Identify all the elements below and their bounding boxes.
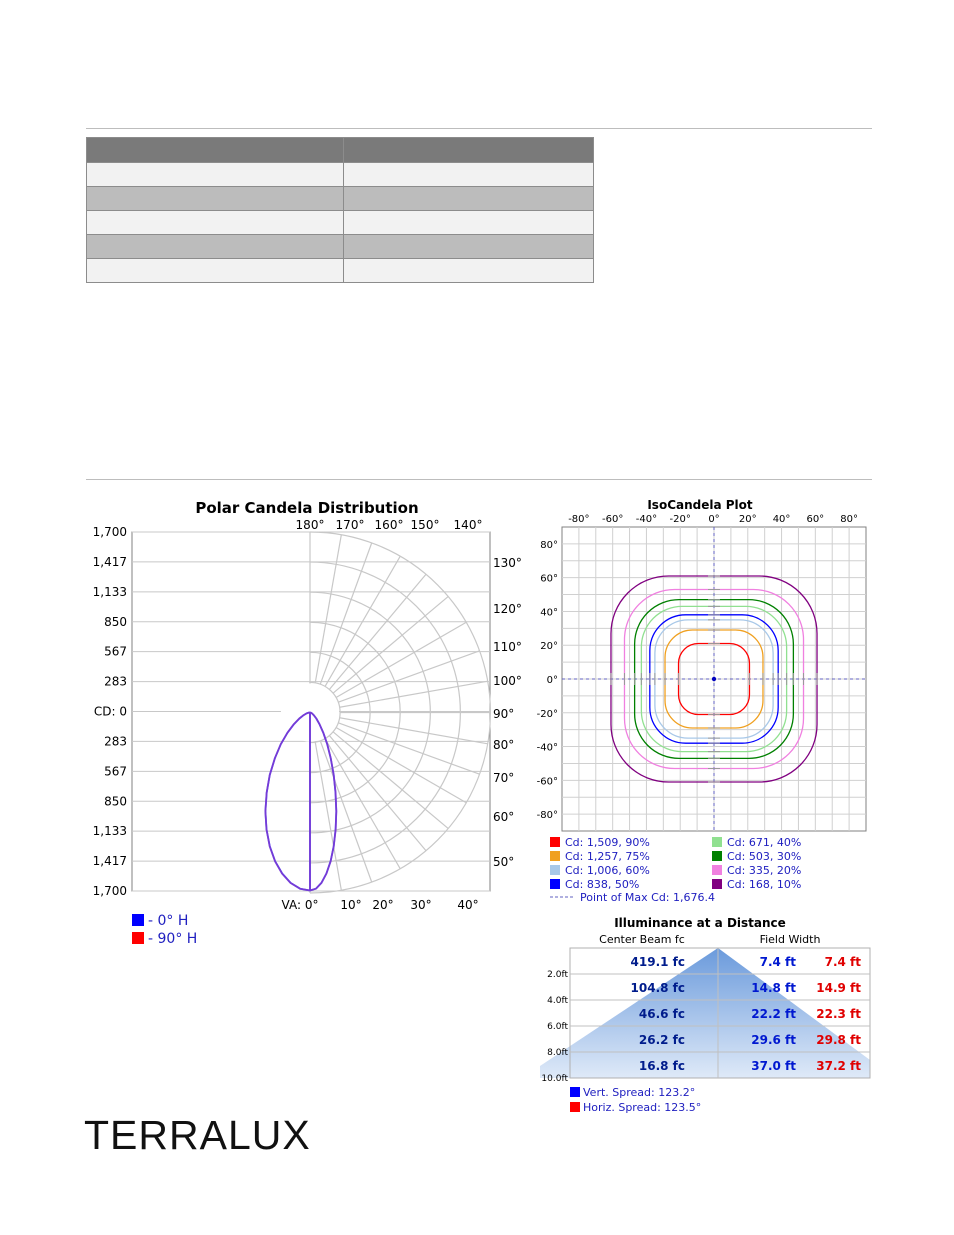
- iso-x-tick-label: -20°: [669, 514, 691, 525]
- illum-vert-width: 37.0 ft: [751, 1059, 796, 1073]
- illum-horiz-width: 7.4 ft: [824, 955, 861, 969]
- iso-y-tick-label: -60°: [536, 776, 558, 788]
- brand-logo: TERRALUX: [84, 1112, 311, 1158]
- iso-legend-swatch: [550, 837, 560, 847]
- iso-legend-swatch: [712, 879, 722, 889]
- illum-vert-width: 29.6 ft: [751, 1033, 796, 1047]
- polar-r-tick-label: CD: 0: [93, 704, 127, 719]
- iso-y-tick-label: -40°: [536, 742, 558, 754]
- illum-title: Illuminance at a Distance: [614, 916, 786, 930]
- spec-table-cell: [344, 235, 594, 259]
- illum-fc-value: 26.2 fc: [638, 1033, 685, 1047]
- illum-horiz-width: 14.9 ft: [816, 981, 861, 995]
- illum-fc-value: 104.8 fc: [630, 981, 685, 995]
- spec-table-cell: [87, 235, 344, 259]
- polar-r-tick-label: 850: [104, 614, 127, 629]
- spec-table-row: [87, 211, 594, 235]
- spec-table-cell: [87, 163, 344, 187]
- illum-legend-swatch: [570, 1087, 580, 1097]
- polar-angle-label: 160°: [374, 518, 404, 532]
- illum-fc-value: 16.8 fc: [638, 1059, 685, 1073]
- iso-y-tick-label: 60°: [540, 573, 558, 585]
- iso-x-tick-label: 60°: [806, 514, 825, 525]
- illum-distance-label: 2.0ft: [547, 970, 568, 980]
- polar-candela-chart: [80, 494, 580, 954]
- spec-table-cell: [344, 259, 594, 283]
- polar-angle-label: 50°: [493, 855, 515, 869]
- illum-distance-label: 8.0ft: [547, 1048, 568, 1058]
- iso-legend-swatch: [550, 865, 560, 875]
- polar-angle-label: VA: 0°: [281, 898, 319, 912]
- iso-legend-swatch: [550, 851, 560, 861]
- isocandela-chart: [530, 494, 880, 914]
- iso-legend-swatch: [550, 879, 560, 889]
- polar-angle-label: 120°: [493, 602, 522, 616]
- illum-horiz-width: 37.2 ft: [816, 1059, 861, 1073]
- illum-legend-swatch: [570, 1102, 580, 1112]
- polar-angle-label: 150°: [410, 518, 440, 532]
- spec-table-cell: [344, 187, 594, 211]
- iso-x-tick-label: -60°: [601, 514, 624, 525]
- illum-fc-value: 46.6 fc: [638, 1007, 685, 1021]
- iso-legend-label: Cd: 1,509, 90%: [565, 836, 650, 849]
- illum-distance-label: 4.0ft: [547, 996, 568, 1006]
- polar-r-tick-label: 1,133: [92, 584, 127, 599]
- polar-legend-label: - 90° H: [148, 931, 198, 947]
- illum-header-center: Center Beam fc: [599, 933, 685, 946]
- iso-y-tick-label: 0°: [546, 675, 558, 686]
- illum-distance-label: 10.0ft: [541, 1074, 568, 1084]
- spec-table-cell: [87, 211, 344, 235]
- illum-header-field: Field Width: [759, 933, 821, 946]
- polar-angle-label: 80°: [493, 738, 515, 752]
- polar-r-tick-label: 1,700: [92, 884, 127, 898]
- spec-table-row: [87, 235, 594, 259]
- illum-vert-width: 7.4 ft: [759, 955, 796, 969]
- iso-max-point: [712, 677, 716, 681]
- iso-title: IsoCandela Plot: [647, 498, 753, 512]
- spec-table-cell: [87, 259, 344, 283]
- iso-x-tick-label: -40°: [635, 514, 658, 525]
- polar-angle-label: 20°: [372, 898, 394, 912]
- iso-legend-label: Cd: 503, 30%: [727, 850, 802, 863]
- polar-angle-label: 170°: [335, 518, 365, 532]
- iso-x-tick-label: 40°: [772, 514, 791, 525]
- polar-r-tick-label: 1,133: [92, 824, 127, 839]
- iso-legend-swatch: [712, 865, 722, 875]
- polar-legend-swatch: [132, 914, 144, 926]
- polar-legend-label: - 0° H: [148, 913, 189, 929]
- spec-table-row: [87, 138, 594, 163]
- polar-angle-label: 40°: [457, 898, 479, 912]
- iso-y-tick-label: 80°: [540, 539, 558, 551]
- polar-angle-label: 70°: [493, 771, 515, 785]
- spec-table-cell: [87, 138, 344, 163]
- polar-title: Polar Candela Distribution: [195, 499, 419, 517]
- illum-horiz-width: 29.8 ft: [816, 1033, 861, 1047]
- illum-legend-label: Horiz. Spread: 123.5°: [583, 1101, 702, 1114]
- iso-y-tick-label: -20°: [536, 708, 558, 720]
- polar-r-tick-label: 1,417: [92, 554, 127, 569]
- iso-x-tick-label: 0°: [708, 514, 720, 525]
- spec-table-cell: [344, 138, 594, 163]
- illum-vert-width: 14.8 ft: [751, 981, 796, 995]
- spec-table-cell: [344, 211, 594, 235]
- polar-angle-label: 10°: [340, 898, 362, 912]
- polar-r-tick-label: 283: [104, 734, 127, 749]
- iso-x-tick-label: 20°: [738, 514, 757, 525]
- iso-x-tick-label: 80°: [840, 514, 858, 525]
- polar-angle-label: 30°: [410, 898, 432, 912]
- iso-y-tick-label: 40°: [540, 607, 558, 619]
- spec-table-row: [87, 163, 594, 187]
- polar-r-tick-label: 567: [104, 644, 127, 659]
- polar-angle-label: 60°: [493, 810, 515, 824]
- iso-legend-label: Cd: 1,257, 75%: [565, 850, 650, 863]
- iso-legend-swatch: [712, 851, 722, 861]
- polar-r-tick-label: 1,417: [92, 854, 127, 869]
- spec-table-row: [87, 187, 594, 211]
- polar-r-tick-label: 850: [104, 794, 127, 809]
- illum-vert-width: 22.2 ft: [751, 1007, 796, 1021]
- polar-angle-label: 90°: [493, 707, 515, 721]
- illum-distance-label: 6.0ft: [547, 1022, 568, 1032]
- polar-angle-label: 110°: [493, 640, 522, 654]
- iso-x-tick-label: -80°: [568, 514, 590, 525]
- iso-legend-label: Cd: 838, 50%: [565, 878, 640, 891]
- polar-angle-label: 130°: [493, 556, 522, 570]
- iso-y-tick-label: 20°: [540, 641, 558, 653]
- polar-angle-label: 100°: [493, 674, 522, 688]
- polar-r-tick-label: 283: [104, 674, 127, 689]
- polar-angle-label: 140°: [453, 518, 483, 532]
- polar-legend-swatch: [132, 932, 144, 944]
- top-divider: [86, 128, 872, 129]
- middle-divider: [86, 479, 872, 480]
- polar-angle-label: 180°: [295, 518, 325, 532]
- polar-r-tick-label: 567: [104, 764, 127, 779]
- polar-r-tick-label: 1,700: [92, 525, 127, 539]
- spec-table: [86, 137, 594, 283]
- illum-horiz-width: 22.3 ft: [816, 1007, 861, 1021]
- iso-max-legend-label: Point of Max Cd: 1,676.4: [580, 891, 715, 904]
- illum-legend-label: Vert. Spread: 123.2°: [583, 1086, 696, 1099]
- spec-table-row: [87, 259, 594, 283]
- iso-y-tick-label: -80°: [536, 810, 558, 822]
- iso-legend-swatch: [712, 837, 722, 847]
- iso-legend-label: Cd: 671, 40%: [727, 836, 802, 849]
- iso-legend-label: Cd: 335, 20%: [727, 864, 802, 877]
- iso-legend-label: Cd: 168, 10%: [727, 878, 802, 891]
- illum-fc-value: 419.1 fc: [630, 955, 685, 969]
- spec-table-cell: [344, 163, 594, 187]
- spec-table-cell: [87, 187, 344, 211]
- illuminance-chart: [530, 912, 880, 1122]
- iso-legend-label: Cd: 1,006, 60%: [565, 864, 650, 877]
